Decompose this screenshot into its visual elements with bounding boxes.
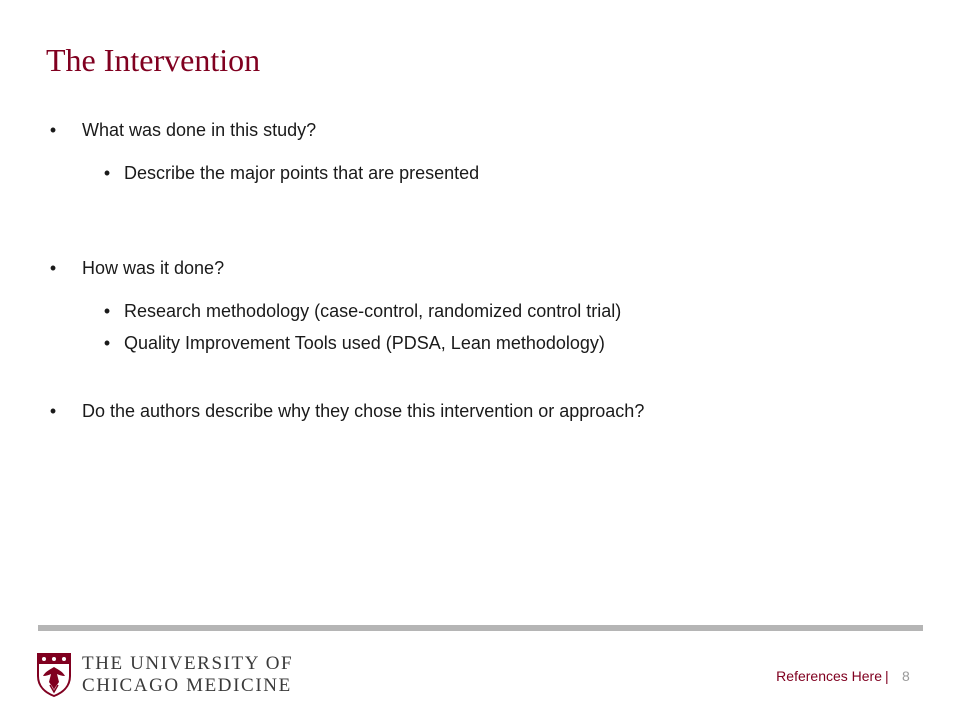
- footer-references: References Here: [776, 668, 882, 684]
- bullet-text: What was done in this study?: [82, 120, 317, 140]
- bullet-text: Describe the major points that are presented: [124, 163, 480, 183]
- bullet-marker: •: [103, 333, 111, 353]
- logo-wordmark: [82, 653, 293, 697]
- bullet-item: [49, 118, 317, 142]
- bullet-marker: •: [103, 301, 111, 321]
- footer-separator: |: [885, 668, 889, 684]
- bullet-text: Do the authors describe why they chose this intervention or approach?: [82, 401, 645, 421]
- university-logo: [36, 650, 293, 700]
- slide-title: The Intervention: [46, 42, 261, 78]
- sub-bullet-item: [103, 161, 480, 185]
- sub-bullet-item: [103, 299, 622, 323]
- bullet-marker: •: [49, 120, 57, 140]
- bullet-marker: •: [49, 401, 57, 421]
- crest-icon: [36, 652, 72, 698]
- footer-divider: [38, 625, 923, 631]
- bullet-item: [49, 399, 645, 423]
- bullet-marker: •: [49, 258, 57, 278]
- bullet-item: [49, 256, 225, 280]
- logo-line-2: CHICAGO MEDICINE: [82, 675, 292, 696]
- bullet-text: How was it done?: [82, 258, 225, 278]
- bullet-marker: •: [103, 163, 111, 183]
- sub-bullet-item: [103, 331, 605, 355]
- bullet-text: Research methodology (case-control, randomized control trial): [124, 301, 622, 321]
- page-number: 8: [902, 668, 910, 684]
- logo-line-1: THE UNIVERSITY OF: [82, 653, 294, 674]
- bullet-text: Quality Improvement Tools used (PDSA, Lean methodology): [124, 333, 605, 353]
